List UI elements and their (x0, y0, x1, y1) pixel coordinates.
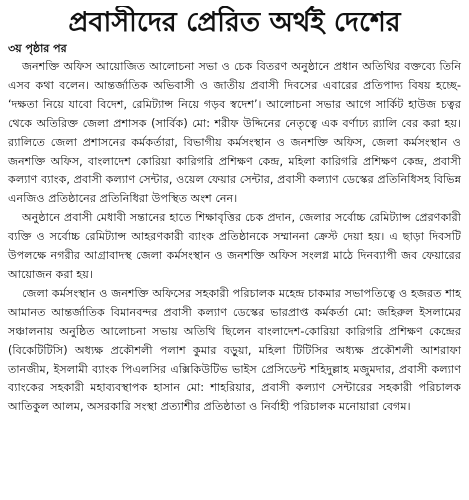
continued-from-label: ৩য় পৃষ্ঠার পর (8, 42, 67, 55)
article-headline: প্রবাসীদের প্রেরিত অর্থই দেশের (68, 7, 401, 38)
article-paragraph-1: জনশক্তি অফিস আয়োজিত আলোচনা সভা ও চেক বিতরণ অনুষ্ঠানে প্রধান অতিথির বক্তব্যে তিনি এসব কথা বলেন। আন্তর্জাতিক অভিবাসী ও জাতীয় প্রবাসী দিবসের এবারের প্রতিপাদ্য বিষয় হচ্ছে- ‘দক্ষতা নিয়ে যাবো বিদেশ, রেমিট্যান্স নিয়ে গড়ব স্বদেশ’। আলোচনা সভার আগে সার্কিট হাউজ চত্বর থেকে অতিরিক্ত জেলা প্রশাসক (সার্বিক) মো: শরীফ উদ্দিনের নেতৃত্বে এক বর্ণাঢ্য র‍্যালি বের করা হয়। র‍্যালিতে জেলা প্রশাসনের কর্মকর্তারা, বিভাগীয় কর্মসংস্থান ও জনশক্তি অফিস, জেলা কর্মসংস্থান ও জনশক্তি অফিস, বাংলাদেশ কোরিয়া কারিগরি প্রশিক্ষণ কেন্দ্র, মহিলা কারিগরি প্রশিক্ষণ কেন্দ্র, প্রবাসী কল্যাণ ব্যাংক, প্রবাসী কল্যাণ সেন্টার, ওয়েল ফেয়ার সেন্টার, প্রবাসী কল্যাণ ডেস্কের প্রতিনিধিসহ বিভিন্ন এনজিও প্রতিষ্ঠানের প্রতিনিধিরা উপস্থিত অংশ নেন। (8, 60, 461, 206)
article-paragraph-2: অনুষ্ঠানে প্রবাসী মেধাবী সন্তানের হাতে শিক্ষাবৃত্তির চেক প্রদান, জেলার সর্বোচ্চ রেমিট্যান্স প্রেরণকারী ব্যক্তি ও সর্বোচ্চ রেমিট্যান্স আহরণকারী ব্যাংক প্রতিষ্ঠানকে সম্মাননা ক্রেস্ট দেয়া হয়। এ ছাড়া দিবসটি উপলক্ষে নগরীর আগ্রাবাদস্থ জেলা কর্মসংস্থান ও জনশক্তি অফিস সংলগ্ন মাঠে দিনব্যাপী জব ফেয়ারের আয়োজন করা হয়। (8, 211, 461, 281)
article-paragraph-3: জেলা কর্মসংস্থান ও জনশক্তি অফিসের সহকারী পরিচালক মহেন্দ্র চাকমার সভাপতিত্বে ও হজরত শাহ আমানত আন্তর্জাতিক বিমানবন্দর প্রবাসী কল্যাণ ডেস্কের ভারপ্রাপ্ত কর্মকর্তা মো: জহিরুল ইসলামের সঞ্চালনায় অনুষ্ঠিত আলোচনা সভায় অতিথি ছিলেন বাংলাদেশ-কোরিয়া কারিগরি প্রশিক্ষণ কেন্দ্রের (বিকেটিটিসি) অধ্যক্ষ প্রকৌশলী পলাশ কুমার বড়ুয়া, মহিলা টিটিসির অধ্যক্ষ প্রকৌশলী আশরাফা তানজীম, ইসলামী ব্যাংক পিএলসির এক্সিকিউটিভ ভাইস প্রেসিডেন্ট শহিদুল্লাহ মজুমদার, প্রবাসী কল্যাণ ব্যাংকের সহকারী মহাব্যবস্থাপক হাসান মো: শাহরিয়ার, প্রবাসী কল্যাণ সেন্টারের সহকারী পরিচালক আতিকুল আলম, অসরকারি সংস্থা প্রত্যাশীর প্রতিষ্ঠাতা ও নির্বাহী পরিচালক মনোয়ারা বেগম। (8, 286, 461, 414)
